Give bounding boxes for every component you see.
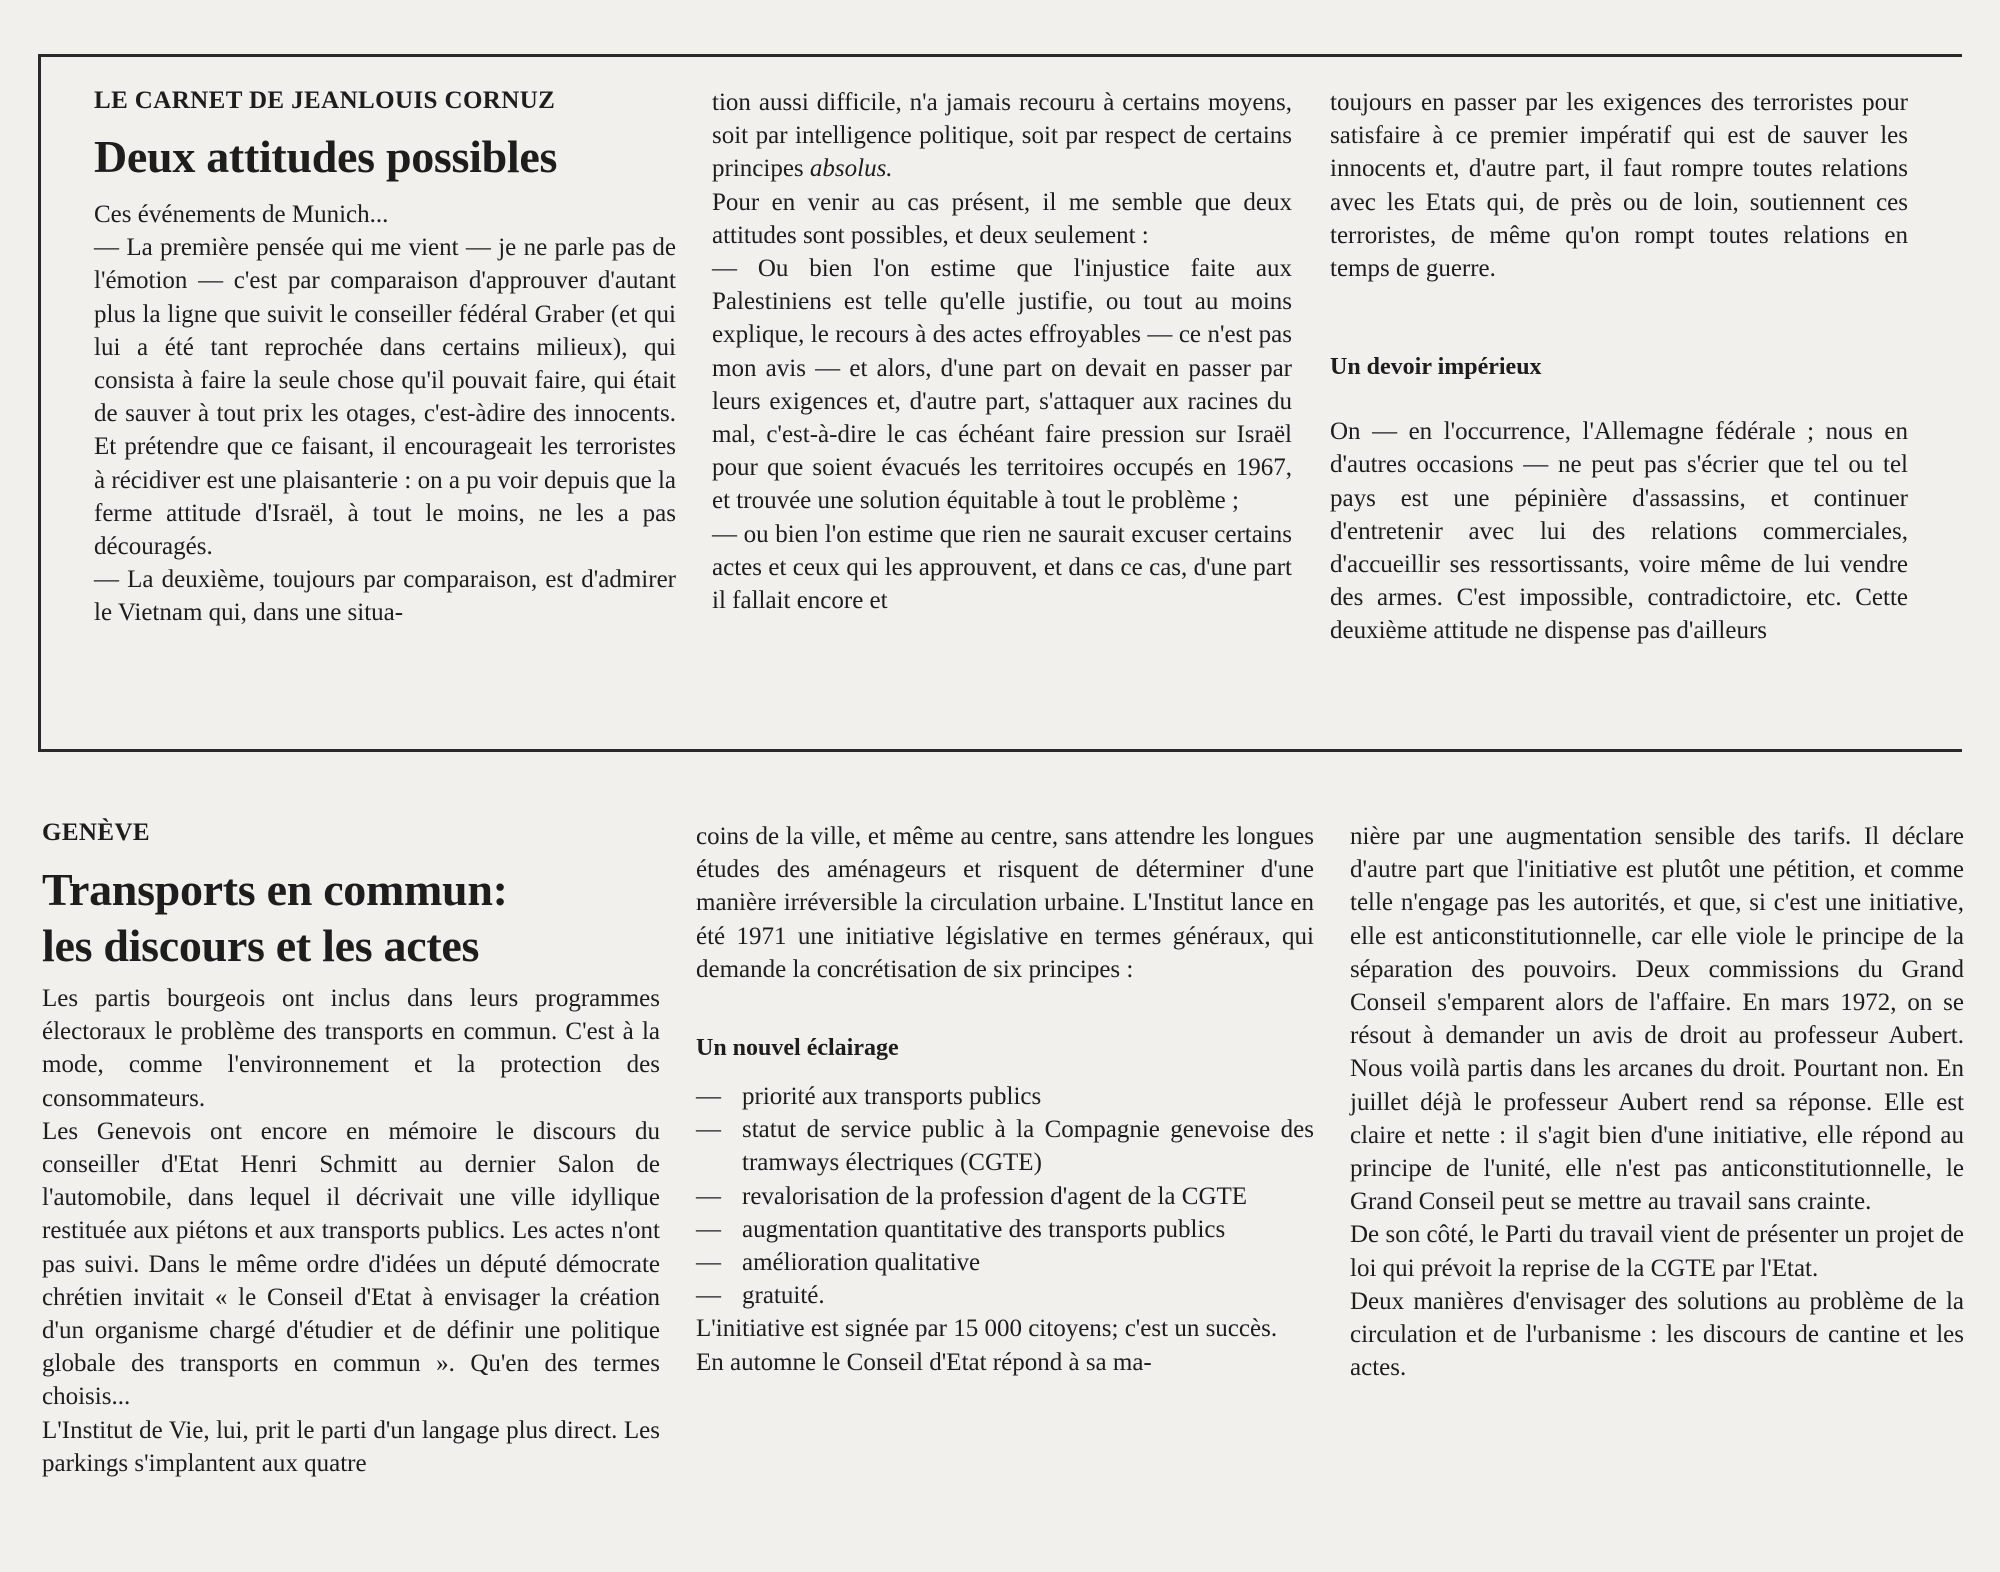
paragraph: L'Institut de Vie, lui, prit le parti d'un langage plus direct. Les parkings s'implantent aux quatre: [42, 1416, 660, 1477]
article2-column-3: [1350, 820, 1964, 1384]
subhead-gap: [1330, 383, 1908, 415]
article1-subhead: Un devoir impérieux: [1330, 354, 1542, 381]
subhead-spacer: [696, 986, 1314, 1032]
article1-column-3: [1330, 86, 1908, 648]
list-dash: —: [696, 1182, 721, 1210]
article2-body-col2: [696, 820, 1314, 1379]
paragraph: coins de la ville, et même au centre, sans attendre les longues études des aménageurs et risquent de déterminer d'une manière irréversible la circulation urbaine. L'Institut lance en été 1971 une initiative législative en termes généraux, qui demande la concrétisation de six principes :: [696, 823, 1314, 983]
list-dash: —: [696, 1282, 721, 1310]
list-item-text: priorité aux transports publics: [742, 1083, 1042, 1111]
article1-body-col1: [94, 198, 676, 630]
paragraph: — ou bien l'on estime que rien ne saurait excuser certains actes et ceux qui les approuvent, et dans ce cas, d'une part il fallait encore et: [712, 520, 1292, 615]
paragraph: — Ou bien l'on estime que l'injustice faite aux Palestiniens est telle qu'elle justifie, ou tout au moins explique, le recours à des actes effroyables — ce n'est pas mon avis — et alors, d'une part on devait en passer par leurs exigences et, d'autre part, s'attaquer aux racines du mal, c'est-à-dire le cas échéant faire pression sur Israël pour que soient évacués les territoires occupés en 1967, et trouvée une solution équitable à tout le problème ;: [712, 255, 1292, 515]
article1-column-1: [94, 86, 676, 630]
paragraph: Les Genevois ont encore en mémoire le discours du conseiller d'Etat Henri Schmitt au dernier Salon de l'automobile, dans lequel il décrivait une ville idyllique restituée aux piétons et aux transports publics. Les actes n'ont pas suivi. Dans le même ordre d'idées un député démocrate chrétien invitait « le Conseil d'Etat à envisager la création d'un organisme chargé d'étudier et de définir une politique globale des transports en commun ». Qu'en des termes choisis...: [42, 1117, 660, 1411]
article2-body-col1: [42, 982, 660, 1480]
paragraph: En automne le Conseil d'Etat répond à sa ma-: [696, 1348, 1152, 1376]
list-dash: —: [696, 1249, 721, 1277]
paragraph: nière par une augmentation sensible des tarifs. Il déclare d'autre part que l'initiative est plutôt une pétition, et comme telle n'engage pas les autorités, et que, si c'est une initiative, elle est anticonstitutionnelle, car elle viole le principe de la séparation des pouvoirs. Deux commissions du Grand Conseil s'emparent alors de l'affaire. En mars 1972, on se résout à demander un avis de droit au professeur Aubert. Nous voilà partis dans les arcanes du droit. Pourtant non. En juillet déjà le professeur Aubert rend sa réponse. Elle est claire et nette : il s'agit bien d'une initiative, elle répond au principe de l'unité, elle n'est pas anticonstitutionnelle, le Grand Conseil peut se mettre au travail sans crainte.: [1350, 823, 1964, 1216]
list-item: [696, 1279, 1314, 1312]
list-item-text: gratuité.: [742, 1282, 825, 1310]
list-item: [696, 1213, 1314, 1246]
article2-column-2: [696, 820, 1314, 1379]
list-dash: —: [696, 1116, 721, 1144]
list-item: [696, 1246, 1314, 1279]
list-dash: —: [696, 1215, 721, 1243]
article1-headline: Deux attitudes possibles: [94, 131, 558, 182]
article2-kicker: GENÈVE: [42, 819, 150, 846]
article2-body-col3: [1350, 820, 1964, 1384]
list-item-text: revalorisation de la profession d'agent de la CGTE: [742, 1182, 1248, 1210]
list-dash: —: [696, 1083, 721, 1111]
subhead-spacer: [1330, 285, 1908, 351]
paragraph: [712, 86, 1292, 186]
paragraph: Les partis bourgeois ont inclus dans leurs programmes électoraux le problème des transports en commun. C'est à la mode, comme l'environnement et la protection des consommateurs.: [42, 985, 660, 1112]
paragraph: L'initiative est signée par 15 000 citoyens; c'est un succès.: [696, 1315, 1278, 1343]
article2-headline: [42, 862, 660, 974]
article1-kicker: LE CARNET DE JEANLOUIS CORNUZ: [94, 87, 556, 114]
paragraph: Ces événements de Munich...: [94, 201, 389, 228]
paragraph: On — en l'occurrence, l'Allemagne fédérale ; nous en d'autres occasions — ne peut pas s'écrier que tel ou tel pays est une pépinière d'assassins, et continuer d'entretenir avec lui des relations commerciales, d'accueillir ses ressortissants, voire même de lui vendre des armes. C'est impossible, contradictoire, etc. Cette deuxième attitude ne dispense pas d'ailleurs: [1330, 418, 1908, 645]
headline-line: Transports en commun:: [42, 864, 508, 915]
paragraph: — La première pensée qui me vient — je ne parle pas de l'émotion — c'est par comparaison d'approuver d'autant plus la ligne que suivit le conseiller fédéral Graber (et qui lui a été tant reprochée dans certains milieux), qui consista à faire la seule chose qu'il pouvait faire, qui était de sauver à tout prix les otages, c'est-àdire des innocents. Et prétendre que ce faisant, il encourageait les terroristes à récidiver est une plaisanterie : on a pu voir depuis que la ferme attitude d'Israël, à tout le moins, ne les a pas découragés.: [94, 234, 676, 561]
paragraph: — La deuxième, toujours par comparaison, est d'admirer le Vietnam qui, dans une situa-: [94, 566, 676, 627]
article1-column-2: [712, 86, 1292, 617]
list-item-text: amélioration qualitative: [742, 1249, 981, 1277]
list-item-text: statut de service public à la Compagnie genevoise des tramways électriques (CGTE): [742, 1116, 1314, 1177]
paragraph: De son côté, le Parti du travail vient de présenter un projet de loi qui prévoit la reprise de la CGTE par l'Etat.: [1350, 1221, 1964, 1282]
paragraph-text: tion aussi difficile, n'a jamais recouru à certains moyens, soit par intelligence politique, soit par respect de certains principes: [712, 89, 1292, 183]
article2-subhead: Un nouvel éclairage: [696, 1035, 899, 1062]
paragraph: Deux manières d'envisager des solutions au problème de la circulation et de l'urbanisme : les discours de cantine et les actes.: [1350, 1287, 1964, 1382]
list-item: [696, 1080, 1314, 1113]
list-item-text: augmentation quantitative des transports publics: [742, 1215, 1226, 1243]
paragraph: Pour en venir au cas présent, il me semble que deux attitudes sont possibles, et deux seulement :: [712, 188, 1292, 249]
list-item: [696, 1113, 1314, 1179]
article2-column-1: [42, 818, 660, 1480]
headline-line: les discours et les actes: [42, 920, 480, 971]
principles-list: [696, 1080, 1314, 1312]
list-item: [696, 1180, 1314, 1213]
paragraph: toujours en passer par les exigences des terroristes pour satisfaire à ce premier impératif qui est de sauver les innocents et, d'autre part, il faut rompre toutes relations avec les Etats qui, de près ou de loin, soutiennent ces terroristes, de même qu'on rompt toutes relations en temps de guerre.: [1330, 89, 1908, 283]
article1-body-col3: [1330, 86, 1908, 648]
italic-word: absolus.: [809, 155, 893, 183]
article1-body-col2: [712, 86, 1292, 617]
subhead-gap: [696, 1064, 1314, 1080]
